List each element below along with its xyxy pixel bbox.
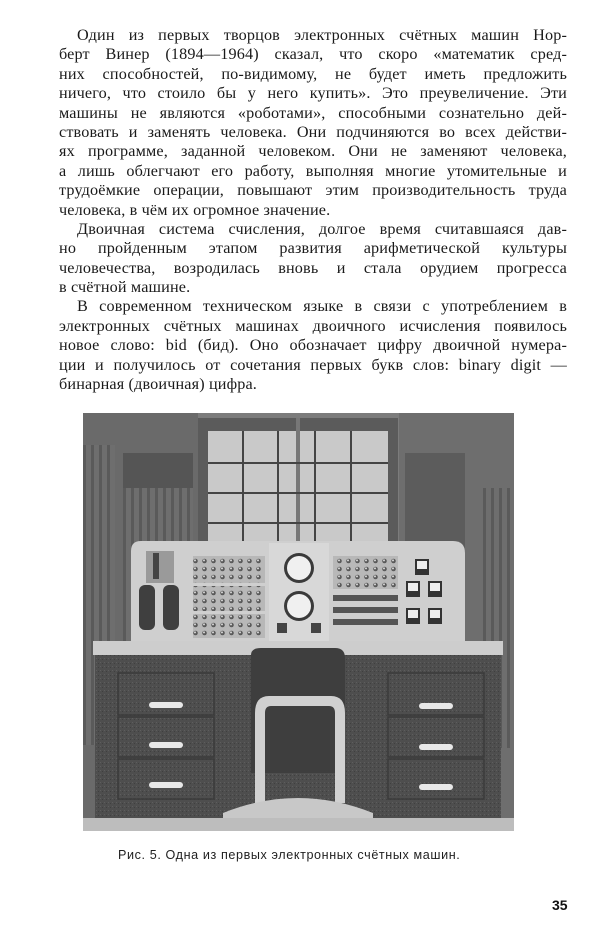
text-line: человека, в чём их огромное значение. [59,200,331,219]
text-line: а лишь облегчают его работу, выполняя многие утомительные и [59,161,567,180]
photo-illustration [83,413,514,831]
text-line: электронных счётных машинах двоичного исчисления появилось [59,316,567,335]
page-number: 35 [552,897,568,913]
text-line: ствовать и заменять человека. Они подчиняются во всех действи- [59,122,567,141]
text-line: ничего, что стоило бы у него купить». Это преувеличение. Эти [59,84,567,103]
computer-console-photo [83,413,514,831]
text-line: Один из первых творцов электронных счётных машин Нор- [77,26,567,44]
text-line: них способностей, по-видимому, не будет иметь предложить [59,64,567,83]
text-line: берт Винер (1894—1964) сказал, что скоро «математик сред- [59,45,567,64]
text-line: новое слово: bid (бид). Оно обозначает цифру двоичной нумера- [59,336,567,355]
body-text [59,26,567,394]
text-line: человечества, возродилась вновь и стала орудием прогресса [59,258,567,277]
text-line: машины не являются «роботами», способными сознательно дей- [59,103,567,122]
text-line: ции и получилось от сочетания первых букв слов: binary digit — [59,355,567,374]
text-line: Двоичная система счисления, долгое время считавшаяся дав- [77,219,567,238]
text-line: бинарная (двоичная) цифра. [59,375,258,394]
text-line: но пройденным этапом развития арифметической культуры [59,239,567,258]
text-line: трудоёмкие операции, повышают этим производительность труда [59,181,567,200]
text-line: ях программе, заданной человеком. Они не заменяют человека, [59,142,567,161]
text-line: в счётной машине. [59,278,191,297]
figure-caption: Рис. 5. Одна из первых электронных счётных машин. [118,848,461,862]
text-line: В современном техническом языке в связи с употреблением в [77,297,567,316]
